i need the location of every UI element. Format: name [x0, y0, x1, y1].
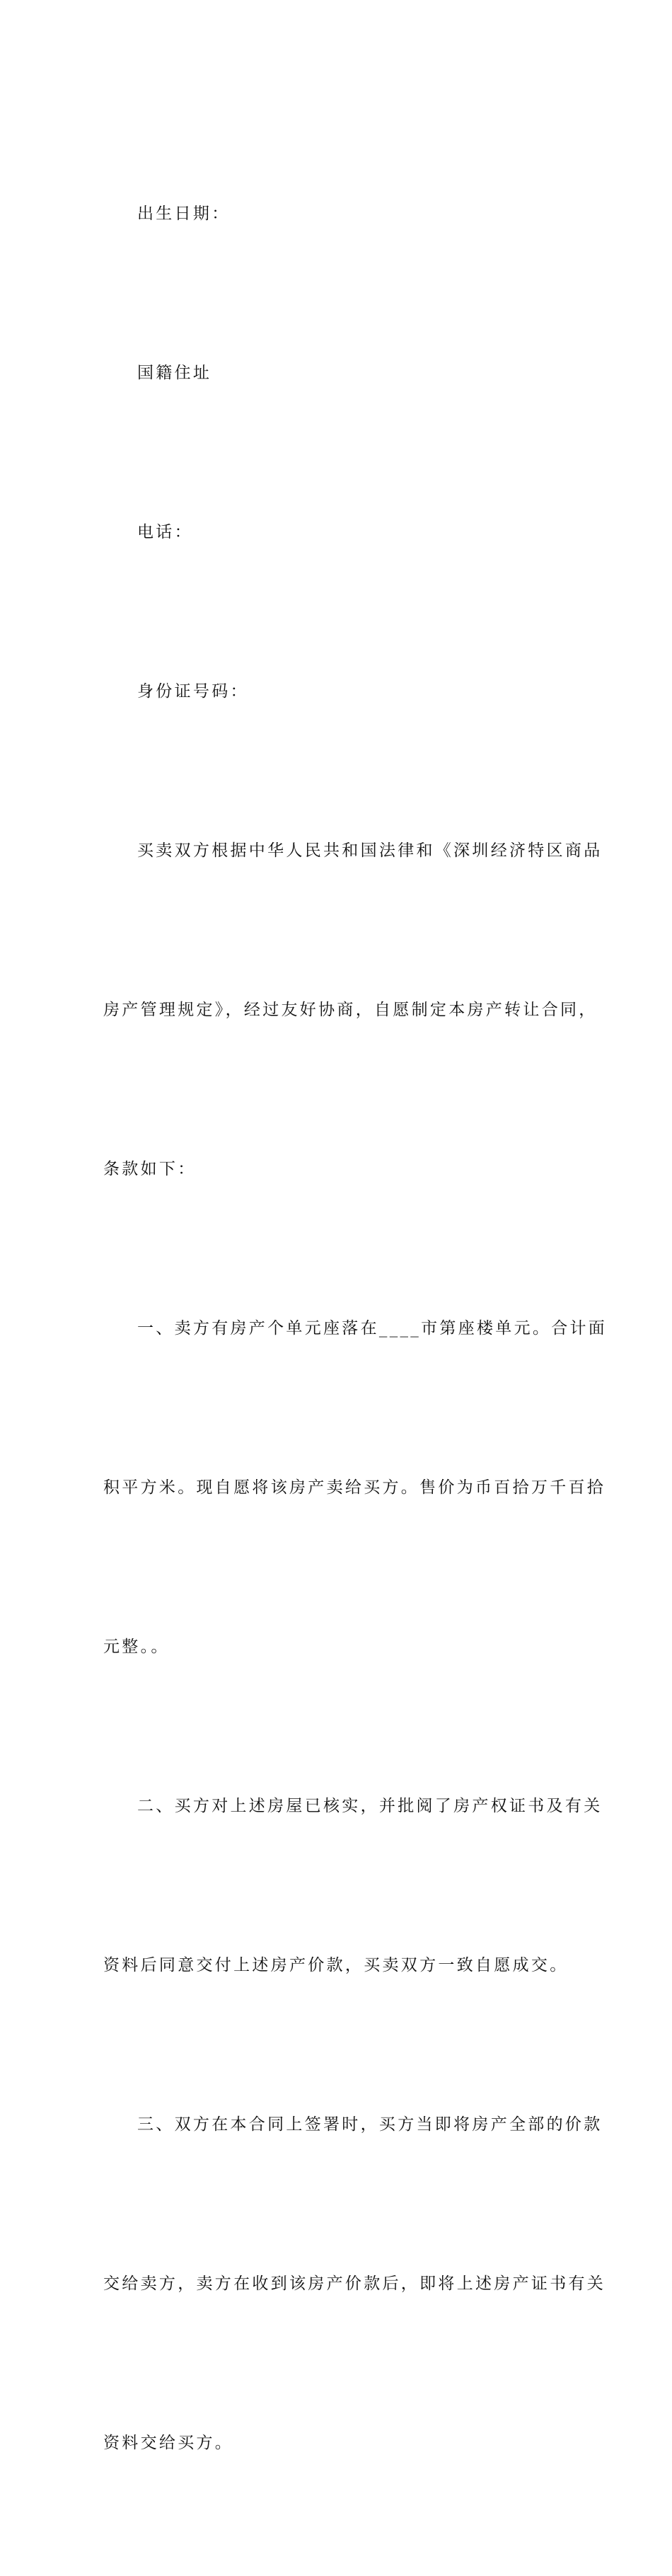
clause-3-line-2: 交给卖方，卖方在收到该房产价款后，即将上述房产证书有关	[103, 2275, 606, 2293]
id-number-line: 身份证号码：	[137, 682, 249, 701]
birth-date-line: 出生日期：	[137, 205, 231, 223]
clause-3-line-1: 三、双方在本合同上签署时，买方当即将房产全部的价款	[137, 2115, 603, 2134]
document-body	[103, 81, 608, 2576]
clause-1-line-3: 元整。。	[103, 1638, 170, 1656]
intro-paragraph-line-3: 条款如下：	[103, 1160, 197, 1178]
clause-2-line-2: 资料后同意交付上述房产价款，买卖双方一致自愿成交。	[103, 1956, 569, 1974]
clause-1-line-2: 积平方米。现自愿将该房产卖给买方。售价为币百拾万千百拾	[103, 1478, 606, 1497]
intro-paragraph-line-2: 房产管理规定》，经过友好协商，自愿制定本房产转让合同，	[103, 1001, 598, 1019]
phone-line: 电话：	[137, 523, 193, 541]
intro-paragraph-line-1: 买卖双方根据中华人民共和国法律和《深圳经济特区商品	[137, 841, 603, 860]
clause-2-line-1: 二、买方对上述房屋已核实，并批阅了房产权证书及有关	[137, 1797, 603, 1815]
clause-3-line-3: 资料交给买方。	[103, 2434, 234, 2452]
clause-1-line-1: 一、卖方有房产个单元座落在____市第座楼单元。合计面	[137, 1319, 608, 1338]
nationality-address-line: 国籍住址	[137, 364, 212, 382]
